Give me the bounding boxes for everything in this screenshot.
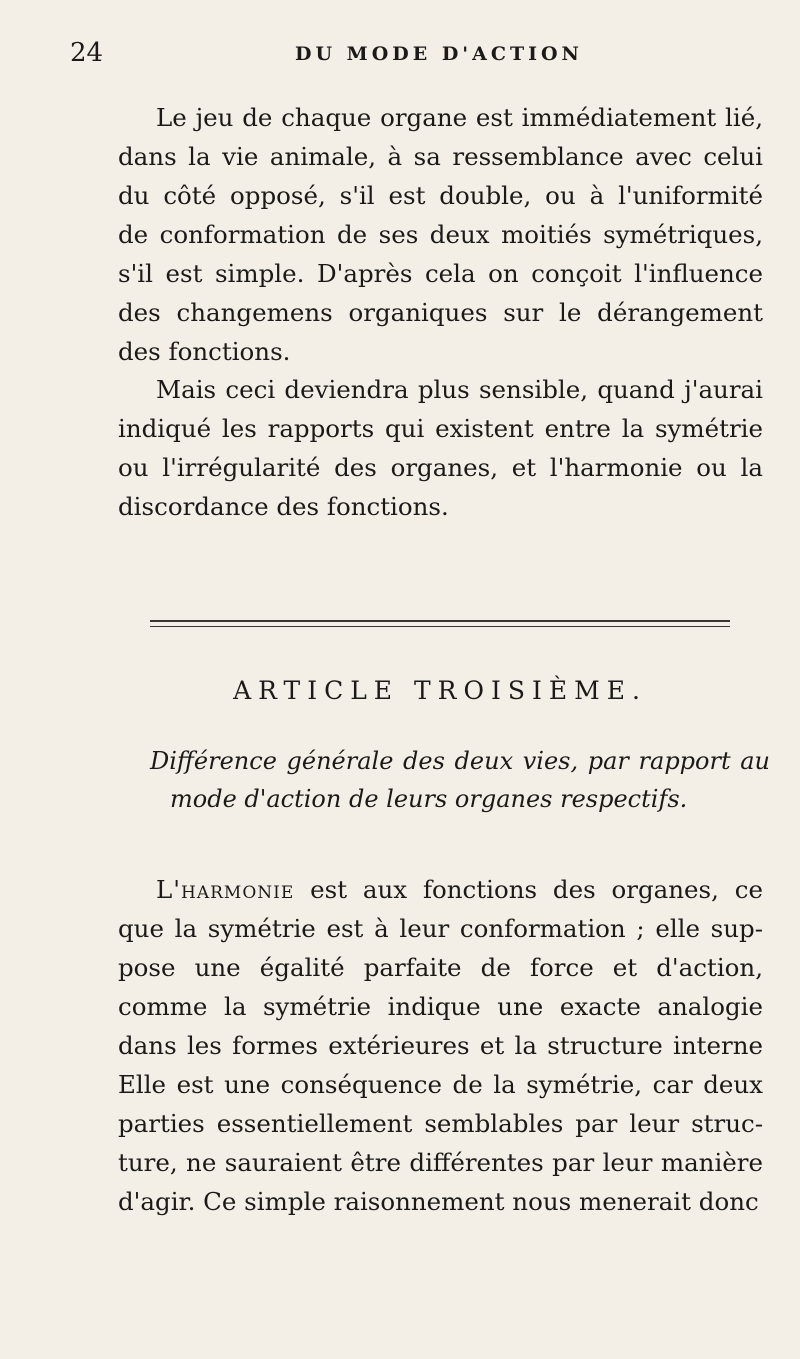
article-title: ARTICLE TROISIÈME. bbox=[233, 676, 647, 705]
text-line: des changemens organiques sur le dérangement bbox=[118, 298, 763, 327]
subtitle-line: Différence générale des deux vies, par rapport au bbox=[150, 747, 770, 775]
text-line: ture, ne sauraient être différentes par leur manière bbox=[118, 1148, 763, 1177]
paragraph-1 bbox=[118, 98, 763, 371]
text-line: Mais ceci deviendra plus sensible, quand j'aurai bbox=[156, 375, 763, 404]
text-line: dans les formes extérieures et la structure interne bbox=[118, 1031, 763, 1060]
article-subtitle bbox=[150, 742, 770, 818]
text-line: parties essentiellement semblables par leur struc- bbox=[118, 1109, 763, 1138]
text-line: d'agir. Ce simple raisonnement nous menerait donc bbox=[118, 1187, 759, 1216]
text-line: du côté opposé, s'il est double, ou à l'uniformité bbox=[118, 181, 763, 210]
page-number: 24 bbox=[70, 38, 104, 68]
text-line: indiqué les rapports qui existent entre la symétrie bbox=[118, 414, 763, 443]
text-line: des fonctions. bbox=[118, 337, 291, 366]
text-line: que la symétrie est à leur conformation ; elle sup- bbox=[118, 914, 763, 943]
text-line: dans la vie animale, à sa ressemblance avec celui bbox=[118, 142, 763, 171]
text-line: Le jeu de chaque organe est immédiatement lié, bbox=[156, 103, 763, 132]
text-line bbox=[118, 870, 763, 909]
subtitle-line: mode d'action de leurs organes respectifs. bbox=[170, 785, 688, 813]
section-divider-bottom bbox=[150, 626, 730, 627]
text-line: ou l'irrégularité des organes, et l'harmonie ou la bbox=[118, 453, 763, 482]
lead-word: L'harmonie bbox=[156, 875, 295, 904]
running-head-title: DU MODE D'ACTION bbox=[295, 43, 583, 65]
text-line: discordance des fonctions. bbox=[118, 492, 449, 521]
paragraph-3 bbox=[118, 870, 763, 1221]
text-line: pose une égalité parfaite de force et d'action, bbox=[118, 953, 763, 982]
section-divider-top bbox=[150, 620, 730, 622]
text-line: Elle est une conséquence de la symétrie, car deux bbox=[118, 1070, 763, 1099]
text-line: comme la symétrie indique une exacte analogie bbox=[118, 992, 763, 1021]
text-line: s'il est simple. D'après cela on conçoit l'influence bbox=[118, 259, 763, 288]
paragraph-2 bbox=[118, 370, 763, 526]
text-line: de conformation de ses deux moitiés symétriques, bbox=[118, 220, 763, 249]
running-head bbox=[70, 38, 760, 68]
first-line-rest: est aux fonctions des organes, ce bbox=[294, 875, 763, 904]
